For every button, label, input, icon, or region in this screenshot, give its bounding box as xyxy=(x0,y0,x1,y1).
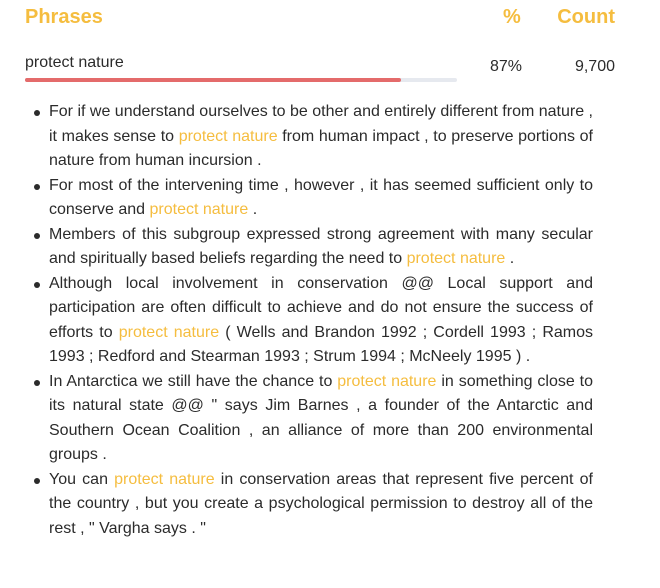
frequency-bar-track xyxy=(25,78,457,82)
example-highlight: protect nature xyxy=(149,201,249,218)
example-sentences-list xyxy=(25,100,593,541)
example-sentence xyxy=(25,100,593,174)
phrase-text: protect nature xyxy=(25,54,124,71)
example-highlight: protect nature xyxy=(114,470,215,488)
example-highlight: protect nature xyxy=(406,250,506,267)
example-text-after: . xyxy=(505,250,515,267)
example-sentence xyxy=(25,174,593,223)
example-text-after: from human impact , to preserve portions of nature from human incursion . xyxy=(49,127,593,169)
example-text-after: in conservation areas that represent five percent of the country , but you create a psychological permission to destroy all of the rest , " Vargha says . " xyxy=(49,470,594,537)
example-text-before: In Antarctica we still have the chance to xyxy=(49,372,338,390)
frequency-bar-fill xyxy=(25,78,401,82)
example-text-after: in something close to its natural state @@ " says Jim Barnes , a founder of the Antarctic and Southern Ocean Coalition , an alliance of more than 200 environmental groups . xyxy=(49,372,594,463)
example-text-before: For most of the intervening time , however , it has seemed sufficient only to conserve and xyxy=(49,176,593,218)
example-highlight: protect nature xyxy=(178,127,278,145)
table-header xyxy=(25,6,615,32)
example-sentence xyxy=(25,468,593,542)
phrase-count: 9,700 xyxy=(574,58,615,75)
example-text-before: You can xyxy=(49,470,115,488)
phrases-column-header: Phrases xyxy=(25,6,103,28)
example-sentence xyxy=(25,272,593,370)
example-sentence xyxy=(25,223,593,272)
example-highlight: protect nature xyxy=(118,323,220,341)
example-text-before: Members of this subgroup expressed strong agreement with many secular and spiritually based beliefs regarding the need to xyxy=(49,225,593,267)
example-text-after: . xyxy=(248,201,258,218)
example-highlight: protect nature xyxy=(337,372,437,390)
example-sentence xyxy=(25,370,593,468)
phrase-row[interactable] xyxy=(25,52,615,86)
percent-column-header: % xyxy=(503,6,521,28)
example-text-before: For if we understand ourselves to be other and entirely different from nature , it makes sense to xyxy=(49,103,593,145)
phrase-percent: 87% xyxy=(490,58,523,75)
example-text-before: Although local involvement in conservation @@ Local support and participation are often difficult to achieve and do not ensure the success of efforts to xyxy=(49,274,593,341)
count-column-header: Count xyxy=(557,6,615,28)
example-text-after: ( Wells and Brandon 1992 ; Cordell 1993 ; Ramos 1993 ; Redford and Stearman 1993 ; Strum 1994 ; McNeely 1995 ) . xyxy=(49,323,593,365)
